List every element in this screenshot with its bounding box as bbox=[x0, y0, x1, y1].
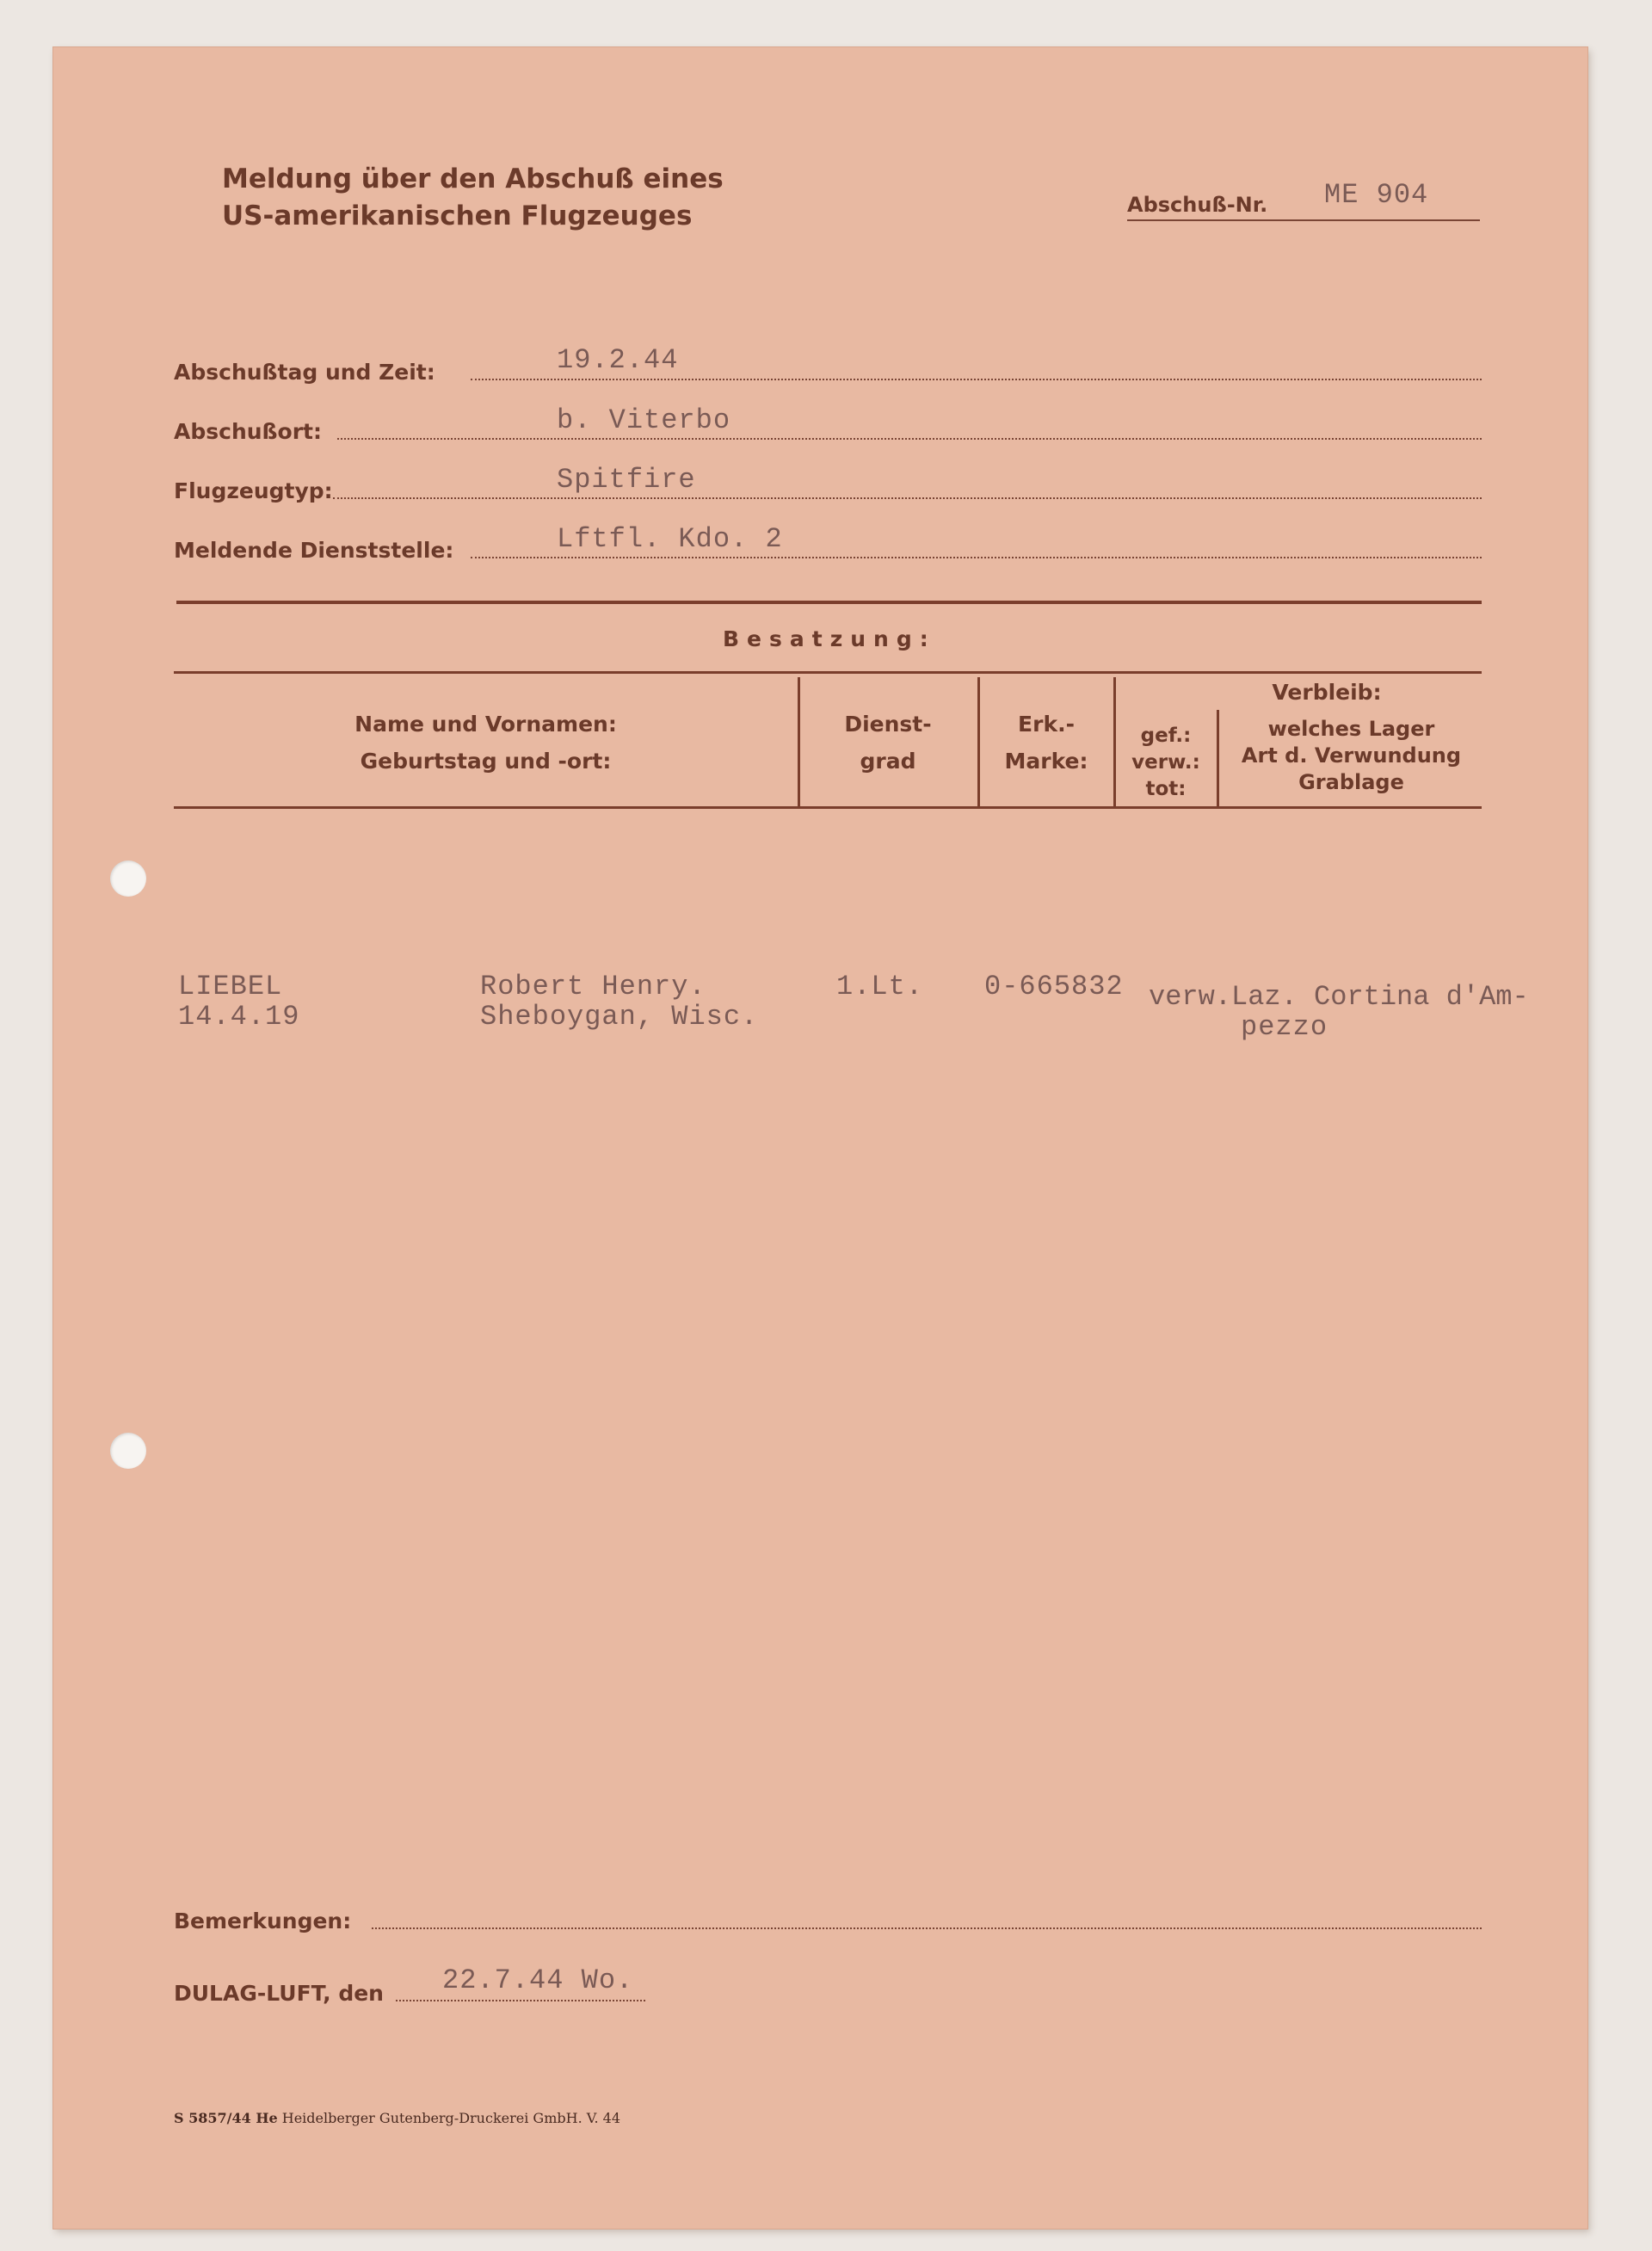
crew-status-line1: verw.Laz. Cortina d'Am- bbox=[1149, 981, 1529, 1013]
form-title-line2: US-amerikanischen Flugzeuges bbox=[222, 200, 693, 231]
remarks-line bbox=[372, 1927, 1482, 1929]
field-line-aircraft bbox=[333, 497, 1482, 499]
col-header-where-line2: Art d. Verwundung bbox=[1241, 743, 1462, 768]
col-header-status-line1: gef.: bbox=[1140, 725, 1192, 747]
crew-section-title: Besatzung: bbox=[723, 626, 936, 651]
col-header-fate: Verbleib: bbox=[1272, 680, 1382, 705]
col-header-status-line2: verw.: bbox=[1131, 751, 1200, 774]
col-header-status-line3: tot: bbox=[1145, 778, 1187, 800]
field-label-unit: Meldende Dienststelle: bbox=[174, 538, 454, 563]
col-header-rank-line2: grad bbox=[860, 749, 916, 774]
col-header-name bbox=[178, 706, 793, 780]
field-line-unit bbox=[471, 557, 1482, 558]
field-value-date: 19.2.44 bbox=[557, 344, 679, 376]
col-header-name-line1: Name und Vornamen: bbox=[354, 712, 617, 737]
signoff-label: DULAG-LUFT, den bbox=[174, 1981, 384, 2006]
col-header-name-line2: Geburtstag und -ort: bbox=[360, 749, 612, 774]
col-header-tag-line2: Marke: bbox=[1004, 749, 1088, 774]
signoff-line bbox=[396, 2000, 645, 2001]
field-label-date: Abschußtag und Zeit: bbox=[174, 360, 435, 385]
col-divider-3 bbox=[1113, 677, 1116, 806]
crew-birthplace: Sheboygan, Wisc. bbox=[480, 1001, 759, 1033]
col-divider-4 bbox=[1217, 710, 1219, 806]
crew-status-line2: pezzo bbox=[1241, 1011, 1328, 1043]
punch-hole-top bbox=[110, 860, 146, 897]
section-rule bbox=[176, 601, 1482, 604]
punch-hole-bottom bbox=[110, 1433, 146, 1469]
crew-birthdate: 14.4.19 bbox=[178, 1001, 300, 1033]
table-top-rule bbox=[174, 671, 1482, 674]
crew-surname: LIEBEL bbox=[178, 971, 283, 1002]
field-label-aircraft: Flugzeugtyp: bbox=[174, 478, 333, 503]
col-header-where-line3: Grablage bbox=[1298, 770, 1404, 794]
field-label-place: Abschußort: bbox=[174, 419, 322, 444]
form-sheet bbox=[53, 47, 1587, 2229]
signoff-value: 22.7.44 Wo. bbox=[442, 1964, 634, 1996]
number-label: Abschuß-Nr. bbox=[1127, 193, 1268, 217]
col-header-tag bbox=[981, 706, 1112, 780]
field-value-unit: Lftfl. Kdo. 2 bbox=[557, 523, 783, 555]
number-value: ME 904 bbox=[1324, 179, 1429, 211]
col-header-rank-line1: Dienst- bbox=[844, 712, 932, 737]
crew-service-number: 0-665832 bbox=[984, 971, 1124, 1002]
field-line-date bbox=[471, 379, 1482, 380]
form-code: S 5857/44 He bbox=[174, 2110, 278, 2126]
table-header-bottom-rule bbox=[174, 806, 1482, 809]
printer-imprint bbox=[174, 2110, 620, 2126]
form-title-line1: Meldung über den Abschuß eines bbox=[222, 163, 724, 194]
col-divider-2 bbox=[977, 677, 980, 806]
number-underline bbox=[1127, 219, 1480, 221]
field-value-aircraft: Spitfire bbox=[557, 464, 696, 496]
remarks-label: Bemerkungen: bbox=[174, 1909, 352, 1933]
col-header-tag-line1: Erk.- bbox=[1018, 712, 1075, 737]
col-header-status bbox=[1118, 723, 1214, 803]
col-header-where bbox=[1221, 716, 1482, 796]
crew-given-names: Robert Henry. bbox=[480, 971, 706, 1002]
crew-rank: 1.Lt. bbox=[836, 971, 924, 1002]
col-header-where-line1: welches Lager bbox=[1267, 717, 1435, 741]
col-divider-1 bbox=[798, 677, 800, 806]
field-value-place: b. Viterbo bbox=[557, 404, 731, 436]
printer-name: Heidelberger Gutenberg-Druckerei GmbH. V. 44 bbox=[281, 2110, 621, 2126]
col-header-rank bbox=[802, 706, 974, 780]
field-line-place bbox=[337, 438, 1482, 440]
